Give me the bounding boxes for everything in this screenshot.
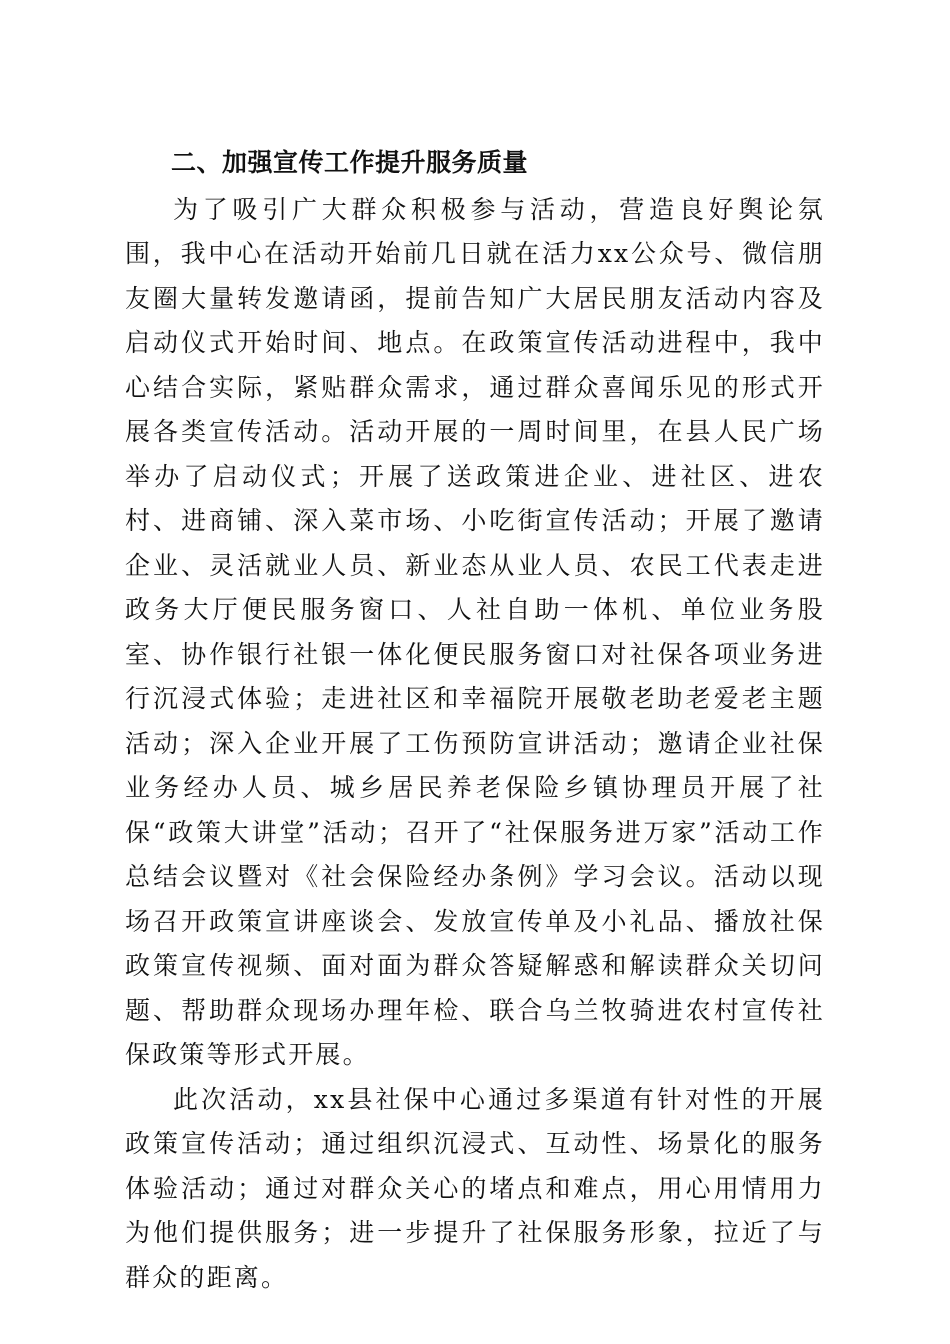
document-body bbox=[125, 141, 825, 1300]
body-paragraph-1: 为了吸引广大群众积极参与活动，营造良好舆论氛围，我中心在活动开始前几日就在活力xx公众号、微信朋友圈大量转发邀请函，提前告知广大居民朋友活动内容及启动仪式开始时间、地点。在政策宣传活动进程中，我中心结合实际，紧贴群众需求，通过群众喜闻乐见的形式开展各类宣传活动。活动开展的一周时间里，在县人民广场举办了启动仪式；开展了送政策进企业、进社区、进农村、进商铺、深入菜市场、小吃街宣传活动；开展了邀请企业、灵活就业人员、新业态从业人员、农民工代表走进政务大厅便民服务窗口、人社自助一体机、单位业务股室、协作银行社银一体化便民服务窗口对社保各项业务进行沉浸式体验；走进社区和幸福院开展敬老助老爱老主题活动；深入企业开展了工伤预防宣讲活动；邀请企业社保业务经办人员、城乡居民养老保险乡镇协理员开展了社保“政策大讲堂”活动；召开了“社保服务进万家”活动工作总结会议暨对《社会保险经办条例》学习会议。活动以现场召开政策宣讲座谈会、发放宣传单及小礼品、播放社保政策宣传视频、面对面为群众答疑解惑和解读群众关切问题、帮助群众现场办理年检、联合乌兰牧骑进农村宣传社保政策等形式开展。 bbox=[125, 194, 825, 1069]
body-paragraph-2: 此次活动，xx县社保中心通过多渠道有针对性的开展政策宣传活动；通过组织沉浸式、互动性、场景化的服务体验活动；通过对群众关心的堵点和难点，用心用情用力为他们提供服务；进一步提升了社保服务形象，拉近了与群众的距离。 bbox=[125, 1084, 825, 1292]
section-heading: 二、加强宣传工作提升服务质量 bbox=[171, 148, 529, 177]
